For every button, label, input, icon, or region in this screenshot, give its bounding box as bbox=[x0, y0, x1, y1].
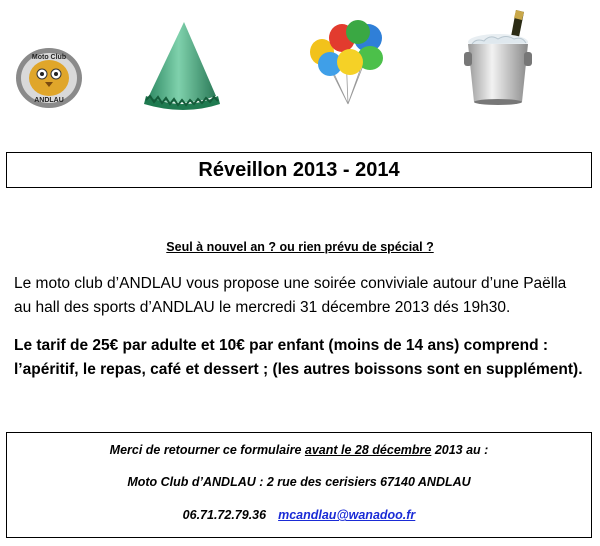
return-deadline: avant le 28 décembre bbox=[304, 443, 432, 457]
return-text-a: Merci de retourner ce formulaire bbox=[109, 443, 305, 457]
pricing-line-2: l’apéritif, le repas, café et dessert ; (les autres boissons sont en supplément). bbox=[14, 361, 583, 378]
subtitle: Seul à nouvel an ? ou rien prévu de spécial ? bbox=[166, 240, 434, 254]
balloons-image bbox=[300, 16, 396, 108]
return-text-c: 2013 au : bbox=[431, 443, 489, 457]
contact-line bbox=[7, 508, 591, 522]
pricing-line-1: Le tarif de 25€ par adulte et 10€ par enfant (moins de 14 ans) comprend : bbox=[14, 337, 549, 354]
title-box bbox=[6, 152, 592, 188]
pricing-paragraph bbox=[14, 334, 594, 382]
party-hat-image bbox=[136, 16, 226, 112]
champagne-bucket-image bbox=[458, 8, 544, 106]
invitation-line-1: Le moto club d’ANDLAU vous propose une soirée conviviale autour d’une Paëlla bbox=[14, 275, 567, 292]
page-title: Réveillon 2013 - 2014 bbox=[198, 158, 400, 181]
logo-bottom-text: ANDLAU bbox=[34, 97, 64, 104]
contact-email-link[interactable]: mcandlau@wanadoo.fr bbox=[278, 508, 416, 522]
return-instructions bbox=[7, 443, 591, 457]
return-form-box bbox=[6, 432, 592, 538]
contact-phone: 06.71.72.79.36 bbox=[182, 508, 267, 522]
invitation-paragraph bbox=[14, 272, 594, 320]
invitation-line-2: au hall des sports d’ANDLAU le mercredi 31 décembre 2013 dés 19h30. bbox=[14, 299, 511, 316]
moto-club-logo bbox=[14, 46, 84, 110]
logo-top-text: Moto Club bbox=[31, 54, 67, 61]
club-address: Moto Club d’ANDLAU : 2 rue des cerisiers 67140 ANDLAU bbox=[127, 475, 471, 489]
